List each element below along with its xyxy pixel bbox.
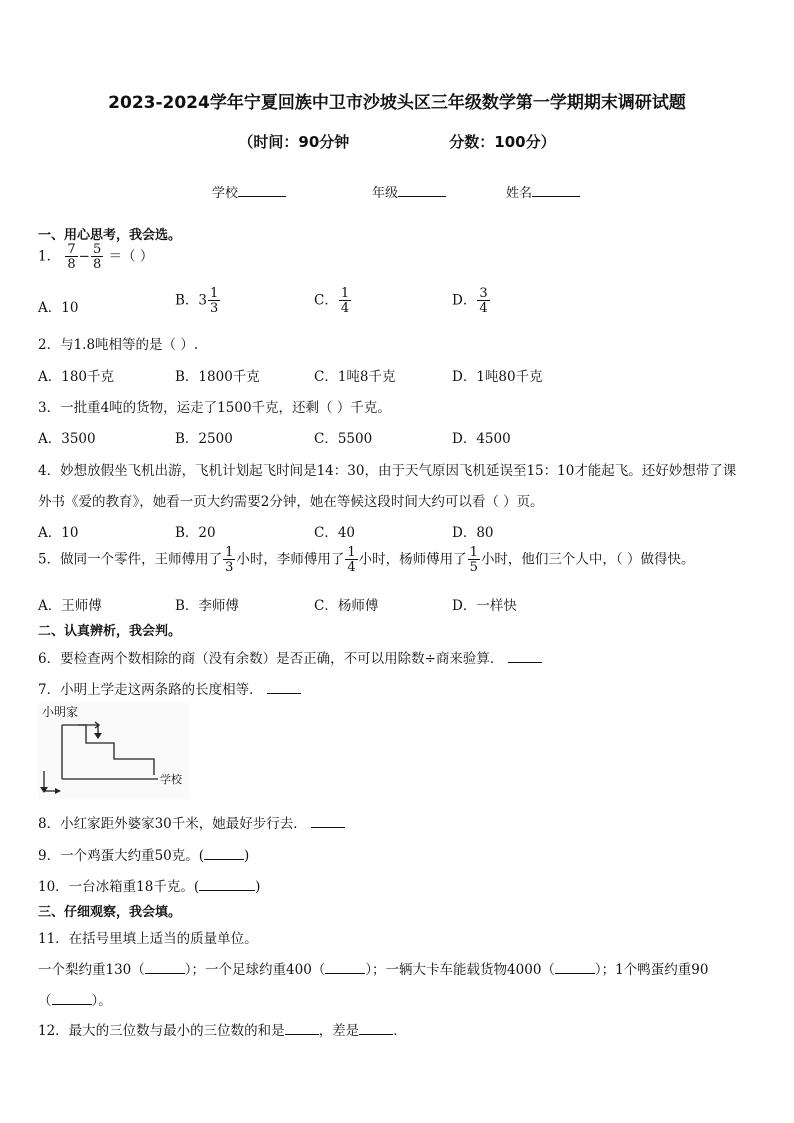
question-3: 3．一批重4吨的货物，运走了1500千克，还剩（ ）千克。 [38,400,391,416]
answer-blank[interactable] [359,1020,393,1035]
q5-option-b[interactable]: B．李师傅 [175,598,239,614]
question-5: 5．做同一个零件，王师傅用了 $\frac{1}{3}$ 小时，李师傅用了 $\frac{1}{4}$ 小时，杨师傅用了 $\frac{1}{5}$ 小时，他们三个人中，（ ）做得快。 [38,545,695,575]
q2-option-a[interactable]: A．180千克 [38,369,115,385]
grade-field[interactable]: 年级 [372,182,446,201]
answer-blank[interactable] [285,1020,319,1035]
school-field[interactable]: 学校 [212,182,286,201]
question-12: 12．最大的三位数与最小的三位数的和是 ，差是 ． [38,1019,407,1039]
q2-option-c[interactable]: C．1吨8千克 [314,369,396,385]
fraction: $\frac{5}{8}$ [92,242,102,272]
name-field[interactable]: 姓名 [506,182,580,201]
exam-subtitle [0,131,794,152]
q2-option-b[interactable]: B．1800千克 [175,369,260,385]
school-label: 学校 [160,773,182,786]
answer-blank[interactable] [199,876,255,891]
section-3-heading: 三、仔细观察，我会填。 [38,905,182,920]
question-11-line-1: 一个梨约重130（ ）；一个足球约重400（ ）；一辆大卡车能载货物4000（ ）；1个鸭蛋约重90 [38,958,708,978]
page-title: 2023-2024学年宁夏回族中卫市沙坡头区三年级数学第一学期期末调研试题 [108,93,686,113]
answer-blank[interactable] [145,959,185,974]
q4-option-b[interactable]: B．20 [175,525,216,541]
q1-option-b[interactable]: B．3 $\frac{1}{3}$ [175,286,219,316]
question-7: 7．小明上学走这两条路的长度相等． [38,678,301,698]
time-limit: （时间：90分钟 [238,133,350,151]
q5-option-a[interactable]: A．王师傅 [38,598,102,614]
question-9: 9．一个鸡蛋大约重50克。( ) [38,844,249,864]
home-label: 小明家 [42,705,79,719]
q5-option-c[interactable]: C．杨师傅 [314,598,379,614]
section-1-heading: 一、用心思考，我会选。 [38,228,182,243]
q3-option-b[interactable]: B．2500 [175,431,233,447]
answer-blank[interactable] [204,845,244,860]
route-diagram [38,703,190,799]
answer-blank[interactable] [555,959,595,974]
answer-blank[interactable] [508,648,542,663]
question-4-line-1: 4．妙想放假坐飞机出游，飞机计划起飞时间是14：30，由于天气原因飞机延误至15：10才能起飞。还好妙想带了课 [38,463,737,479]
answer-blank[interactable] [325,959,365,974]
total-score: 分数：100分） [449,133,556,151]
question-1: 1． $\frac{7}{8}$ − $\frac{5}{8}$ ＝（ ） [38,242,154,272]
q4-option-a[interactable]: A．10 [38,525,79,541]
q1-option-c[interactable]: C． $\frac{1}{4}$ [314,286,350,316]
question-11-line-2: （ ）。 [38,989,112,1009]
q3-option-a[interactable]: A．3500 [38,431,96,447]
fraction: $\frac{7}{8}$ [67,242,76,272]
answer-blank[interactable] [52,990,92,1005]
answer-blank[interactable] [311,813,345,828]
q5-option-d[interactable]: D．一样快 [452,598,517,614]
question-2: 2．与1.8吨相等的是（ ）. [38,337,199,353]
q4-option-d[interactable]: D．80 [452,525,494,541]
answer-blank[interactable] [267,679,301,694]
question-4-line-2: 外书《爱的教育》，她看一页大约需要2分钟，她在等候这段时间大约可以看（ ）页。 [38,494,544,510]
q3-option-d[interactable]: D．4500 [452,431,511,447]
question-11: 11．在括号里填上适当的质量单位。 [38,931,258,947]
q1-option-a[interactable]: A．10 [38,300,79,316]
q2-option-d[interactable]: D．1吨80千克 [452,369,543,385]
question-10: 10．一台冰箱重18千克。( ) [38,875,260,895]
q1-option-d[interactable]: D． $\frac{3}{4}$ [452,286,488,316]
question-8: 8．小红家距外婆家30千米，她最好步行去． [38,812,345,832]
question-6: 6．要检查两个数相除的商（没有余数）是否正确，不可以用除数÷商来验算． [38,647,542,667]
section-2-heading: 二、认真辨析，我会判。 [38,624,182,639]
q3-option-c[interactable]: C．5500 [314,431,373,447]
q4-option-c[interactable]: C．40 [314,525,356,541]
